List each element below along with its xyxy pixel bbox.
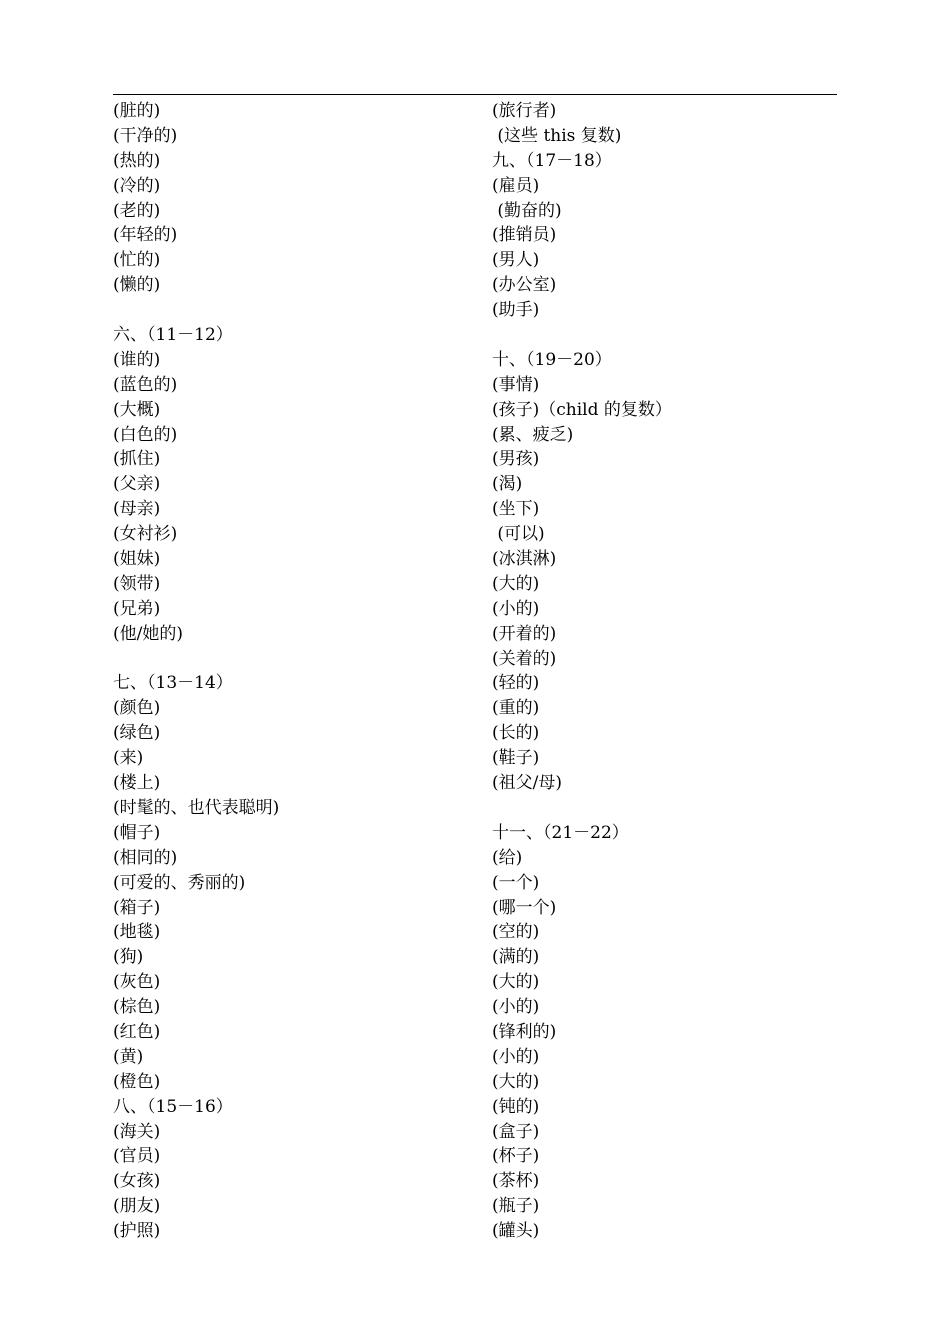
right-vocab-entry: (祖父/母) — [492, 773, 562, 794]
right-vocab-entry: (大的) — [492, 972, 540, 993]
left-vocab-entry: (大概) — [113, 399, 161, 420]
left-vocab-entry: (蓝色的) — [113, 374, 178, 395]
right-vocab-entry: (小的) — [492, 997, 540, 1018]
left-vocab-entry: (狗) — [113, 947, 144, 968]
right-vocab-entry: (男孩) — [492, 449, 540, 470]
right-vocabulary-column — [492, 99, 672, 1244]
right-vocab-entry: (旅行者) — [492, 101, 557, 121]
left-vocab-entry: (脏的) — [113, 101, 161, 121]
right-vocab-entry: (渴) — [492, 474, 523, 495]
left-vocab-entry: (朋友) — [113, 1196, 161, 1217]
left-vocab-entry: (女衬衫) — [113, 524, 178, 545]
left-vocab-entry: (干净的) — [113, 125, 178, 146]
right-vocab-entry: (茶杯) — [492, 1171, 540, 1192]
left-vocab-entry: (红色) — [113, 1021, 161, 1042]
left-vocab-entry: (帽子) — [113, 822, 161, 843]
right-vocab-entry: (冰淇淋) — [492, 549, 557, 570]
right-vocab-entry: (瓶子) — [492, 1196, 540, 1217]
left-vocab-entry: (颜色) — [113, 698, 161, 719]
left-vocab-entry: (黄) — [113, 1046, 144, 1067]
left-vocab-entry: (楼上) — [113, 773, 161, 794]
left-vocab-entry: (抓住) — [113, 449, 161, 470]
left-vocab-entry: (谁的) — [113, 349, 161, 370]
right-blank-line — [492, 796, 672, 821]
left-vocab-entry: (他/她的) — [113, 623, 183, 644]
right-section-heading: 十、（19－20） — [492, 349, 612, 370]
right-vocab-entry: (孩子)（child 的复数） — [492, 399, 672, 420]
left-vocab-entry: (地毯) — [113, 922, 161, 943]
left-vocab-entry: (灰色) — [113, 972, 161, 993]
left-vocab-entry: (冷的) — [113, 175, 161, 196]
right-vocab-entry: (男人) — [492, 250, 540, 271]
right-vocab-entry: (事情) — [492, 374, 540, 395]
left-vocab-entry: (来) — [113, 748, 144, 769]
header-rule — [113, 94, 837, 95]
right-vocab-entry: (锋利的) — [492, 1021, 557, 1042]
left-section-heading: 七、（13－14） — [113, 673, 233, 694]
left-vocab-entry: (热的) — [113, 150, 161, 171]
right-vocab-entry: (累、疲乏) — [492, 424, 574, 445]
left-section-heading: 八、（15－16） — [113, 1096, 233, 1117]
right-vocab-entry: (给) — [492, 847, 523, 868]
right-vocab-entry: (大的) — [492, 1071, 540, 1092]
right-vocab-entry: (这些 this 复数) — [492, 125, 622, 146]
left-vocab-entry: (白色的) — [113, 424, 178, 445]
left-vocab-entry: (领带) — [113, 573, 161, 594]
left-vocab-entry: (母亲) — [113, 499, 161, 520]
left-vocab-entry: (老的) — [113, 200, 161, 221]
right-vocab-entry: (重的) — [492, 698, 540, 719]
right-vocab-entry: (雇员) — [492, 175, 540, 196]
left-vocab-entry: (年轻的) — [113, 225, 178, 246]
left-vocab-entry: (懒的) — [113, 275, 161, 296]
left-vocabulary-column — [113, 99, 279, 1244]
right-vocab-entry: (满的) — [492, 947, 540, 968]
right-vocab-entry: (办公室) — [492, 275, 557, 296]
right-vocab-entry: (勤奋的) — [492, 200, 562, 221]
right-vocab-entry: (坐下) — [492, 499, 540, 520]
right-section-heading: 九、（17－18） — [492, 150, 612, 171]
right-vocab-entry: (小的) — [492, 1046, 540, 1067]
left-vocab-entry: (海关) — [113, 1121, 161, 1142]
right-vocab-entry: (开着的) — [492, 623, 557, 644]
right-blank-line — [492, 323, 672, 348]
right-vocab-entry: (大的) — [492, 573, 540, 594]
right-vocab-entry: (小的) — [492, 598, 540, 619]
right-vocab-entry: (哪一个) — [492, 897, 557, 918]
left-vocab-entry: (时髦的、也代表聪明) — [113, 797, 280, 818]
right-vocab-entry: (助手) — [492, 300, 540, 321]
right-vocab-entry: (长的) — [492, 723, 540, 744]
left-vocab-entry: (护照) — [113, 1221, 161, 1242]
right-vocab-entry: (盒子) — [492, 1121, 540, 1142]
right-vocab-entry: (可以) — [492, 524, 545, 545]
left-vocab-entry: (忙的) — [113, 250, 161, 271]
right-vocab-entry: (钝的) — [492, 1096, 540, 1117]
right-vocab-entry: (空的) — [492, 922, 540, 943]
right-vocab-entry: (轻的) — [492, 673, 540, 694]
left-vocab-entry: (箱子) — [113, 897, 161, 918]
left-blank-line — [113, 298, 279, 323]
left-vocab-entry: (橙色) — [113, 1071, 161, 1092]
right-vocab-entry: (鞋子) — [492, 748, 540, 769]
left-blank-line — [113, 647, 279, 672]
right-vocab-entry: (罐头) — [492, 1221, 540, 1242]
left-vocab-entry: (可爱的、秀丽的) — [113, 872, 246, 893]
left-vocab-entry: (姐妹) — [113, 549, 161, 570]
right-vocab-entry: (一个) — [492, 872, 540, 893]
left-vocab-entry: (相同的) — [113, 847, 178, 868]
right-section-heading: 十一、（21－22） — [492, 822, 629, 843]
left-vocab-entry: (棕色) — [113, 997, 161, 1018]
left-vocab-entry: (父亲) — [113, 474, 161, 495]
right-vocab-entry: (推销员) — [492, 225, 557, 246]
right-vocab-entry: (关着的) — [492, 648, 557, 669]
left-vocab-entry: (官员) — [113, 1146, 161, 1167]
left-section-heading: 六、（11－12） — [113, 325, 233, 346]
left-vocab-entry: (女孩) — [113, 1171, 161, 1192]
right-vocab-entry: (杯子) — [492, 1146, 540, 1167]
left-vocab-entry: (绿色) — [113, 723, 161, 744]
left-vocab-entry: (兄弟) — [113, 598, 161, 619]
